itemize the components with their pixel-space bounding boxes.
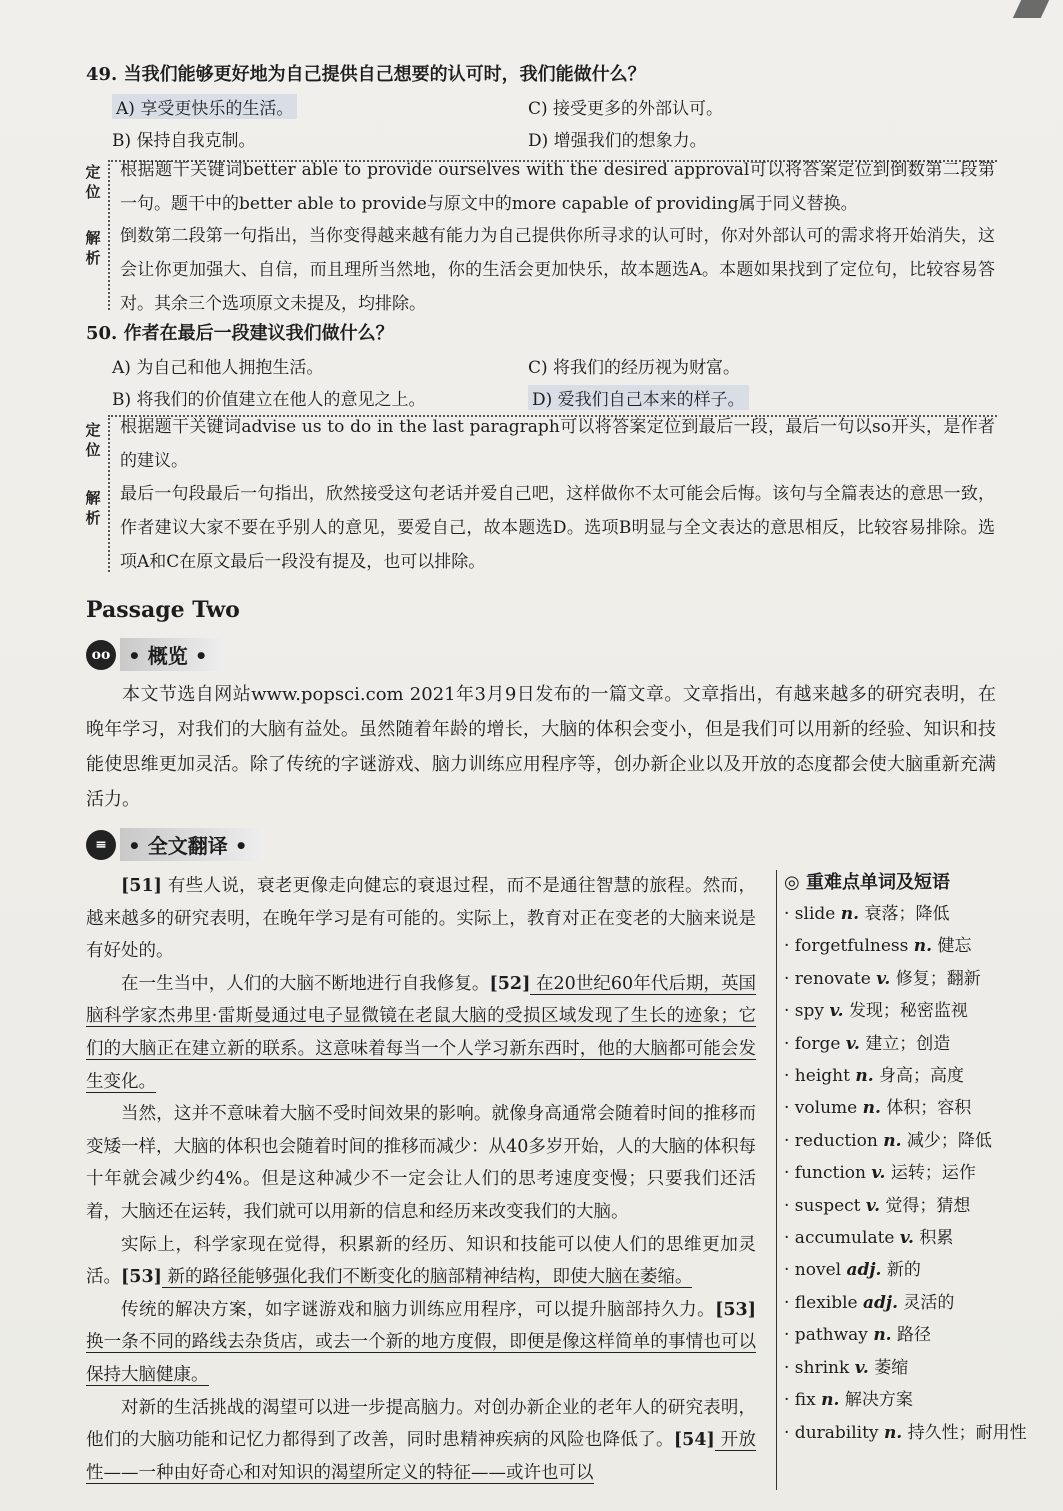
q50-analysis-text: 最后一句段最后一句指出，欣然接受这句老话并爱自己吧，这样做你不太可能会后悔。该句与全篇表达的意思一致，作者建议大家不要在乎别人的意见，要爱自己，故本题选D。选项B明显与全文表达的意思相反，比较容易排除。选项A和C在原文最后一段没有提及，也可以排除。 bbox=[120, 484, 995, 572]
vocab-meaning: 身高；高度 bbox=[879, 1066, 965, 1087]
vocab-word: · accumulate bbox=[784, 1228, 895, 1249]
translation-paragraph-1 bbox=[86, 870, 756, 968]
vocab-meaning: 体积；容积 bbox=[886, 1098, 972, 1119]
vocab-pos: adj. bbox=[846, 1260, 882, 1281]
vocab-item bbox=[784, 1060, 1004, 1092]
q50-option-b: B) 将我们的价值建立在他人的意见之上。 bbox=[112, 390, 426, 410]
glasses-icon: oo bbox=[86, 640, 116, 670]
question-ref-54: [54] bbox=[673, 1430, 715, 1451]
vocab-item bbox=[784, 1092, 1004, 1124]
translation-p1-text: 有些人说，衰老更像走向健忘的衰退过程，而不是通往智慧的旅程。然而，越来越多的研究表明，在晚年学习是有可能的。实际上，教育对正在变老的大脑来说是有好处的。 bbox=[86, 876, 756, 962]
q49-locate-text: 根据题干关键词better able to provide ourselves with the desired approval可以将答案定位到倒数第二段第一句。题干中的better able to provide与原文中的more capable of providing属于同义替换。 bbox=[120, 160, 995, 214]
translation-p5-underlined: 换一条不同的路线去杂货店，或去一个新的地方度假，即便是像这样简单的事情也可以保持大脑健康。 bbox=[86, 1332, 756, 1385]
vocab-meaning: 发现；秘密监视 bbox=[848, 1001, 968, 1022]
vocab-meaning: 运转；运作 bbox=[890, 1163, 976, 1184]
vocab-item bbox=[784, 1384, 1004, 1416]
vocab-title: ◎ 重难点单词及短语 bbox=[784, 872, 950, 893]
q49-analysis-text: 倒数第二段第一句指出，当你变得越来越有能力为自己提供你所寻求的认可时，你对外部认可的需求将开始消失，这会让你更加强大、自信，而且理所当然地，你的生活会更加快乐，故本题选A。本题如果找到了定位句，比较容易答对。其余三个选项原文未提及，均排除。 bbox=[120, 226, 995, 314]
vocab-pos: v. bbox=[829, 1001, 844, 1022]
vocab-word: · forgetfulness bbox=[784, 936, 909, 957]
translation-heading bbox=[86, 828, 264, 861]
vocab-pos: n. bbox=[821, 1390, 840, 1411]
vocab-pos: v. bbox=[845, 1033, 860, 1054]
vocab-meaning: 积累 bbox=[919, 1228, 954, 1249]
vocab-word: · pathway bbox=[784, 1325, 868, 1346]
vocab-item bbox=[784, 995, 1004, 1027]
q49-locate-tag: 定位 bbox=[85, 163, 101, 201]
vocab-word: · renovate bbox=[784, 968, 871, 989]
vocab-word: · height bbox=[784, 1066, 850, 1087]
q50-option-d: D) 爱我们自己本来的样子。 bbox=[528, 385, 749, 410]
translation-paragraph-2 bbox=[86, 968, 756, 1098]
vocab-item bbox=[784, 898, 1004, 930]
vocab-list bbox=[784, 898, 1027, 1449]
corner-mark bbox=[1013, 0, 1049, 18]
q49-option-c: C) 接受更多的外部认可。 bbox=[528, 99, 724, 119]
vocab-word: · suspect bbox=[784, 1195, 861, 1216]
vocab-pos: n. bbox=[840, 904, 860, 924]
question-ref-51: [51] bbox=[121, 876, 162, 896]
vocab-pos: adj. bbox=[863, 1292, 899, 1313]
translation-p5-pre: 传统的解决方案，如字谜游戏和脑力训练应用程序，可以提升脑部持久力。 bbox=[121, 1299, 716, 1320]
translation-p4-pre: 实际上，科学家现在觉得，积累新的经历、知识和技能可以使人们的思维更加灵活。 bbox=[86, 1234, 756, 1288]
vocab-item bbox=[784, 1157, 1004, 1189]
vocab-pos: n. bbox=[855, 1066, 874, 1087]
translation-paragraph-5 bbox=[86, 1294, 756, 1392]
vocab-pos: n. bbox=[873, 1325, 892, 1346]
vocab-pos: n. bbox=[913, 936, 933, 957]
vocab-item bbox=[784, 1319, 1004, 1351]
translation-paragraph-3: 当然，这并不意味着大脑不受时间效果的影响。就像身高通常会随着时间的推移而变矮一样，大脑的体积也会随着时间的推移而减少：从40多岁开始，人的大脑的体积每十年就会减少约4%。但是这种减少不一定会让人们的思考速度变慢；只要我们还活着，大脑还在运转，我们就可以用新的信息和经历来改变我们的大脑。 bbox=[86, 1104, 756, 1222]
column-divider bbox=[776, 870, 777, 1490]
vocab-pos: v. bbox=[876, 968, 891, 989]
vocab-item bbox=[784, 1254, 1004, 1286]
vocab-word: · durability bbox=[784, 1422, 879, 1443]
vocab-item bbox=[784, 1190, 1004, 1222]
question-ref-52: [52] bbox=[489, 973, 531, 994]
passage-title: Passage Two bbox=[86, 597, 240, 623]
translation-body bbox=[86, 870, 756, 1489]
q49-option-a: A) 享受更快乐的生活。 bbox=[112, 94, 297, 119]
vocab-word: · forge bbox=[784, 1033, 841, 1054]
q49-stem: 49. 当我们能够更好地为自己提供自己想要的认可时，我们能做什么？ bbox=[86, 64, 646, 85]
vocab-meaning: 路径 bbox=[897, 1325, 931, 1346]
vocab-pos: n. bbox=[883, 1422, 903, 1443]
vocab-pos: n. bbox=[862, 1098, 881, 1119]
vocab-item bbox=[784, 1417, 1027, 1449]
vocab-item bbox=[784, 1125, 1004, 1157]
translation-p6-underlined: 开放性——一种由好奇心和对知识的渴望所定义的特征——或许也可以 bbox=[86, 1430, 756, 1483]
translation-p2-underlined: 在20世纪60年代后期，英国脑科学家杰弗里·雷斯曼通过电子显微镜在老鼠大脑的受损区域发现了生长的迹象；它们的大脑正在建立新的联系。这意味着每当一个人学习新东西时，他的大脑都可能会发生变化。 bbox=[86, 973, 756, 1092]
vocab-item bbox=[784, 1028, 1004, 1060]
vocab-item bbox=[784, 1222, 1004, 1254]
q50-option-c: C) 将我们的经历视为财富。 bbox=[528, 358, 741, 378]
vocab-meaning: 衰落；降低 bbox=[864, 904, 950, 924]
q49-analysis-tag: 解析 bbox=[85, 229, 101, 267]
q50-stem: 50. 作者在最后一段建议我们做什么？ bbox=[86, 323, 394, 344]
vocab-pos: v. bbox=[865, 1195, 880, 1216]
vocab-word: · spy bbox=[784, 1001, 825, 1022]
question-ref-53a: [53] bbox=[121, 1267, 162, 1288]
translation-paragraph-6 bbox=[86, 1392, 756, 1490]
document-icon: ≡ bbox=[86, 830, 116, 860]
vocab-word: · shrink bbox=[784, 1357, 850, 1378]
vocab-meaning: 萎缩 bbox=[874, 1357, 909, 1378]
vocab-meaning: 持久性；耐用性 bbox=[907, 1422, 1027, 1443]
q49-option-b: B) 保持自我克制。 bbox=[112, 131, 256, 151]
vocab-meaning: 健忘 bbox=[937, 936, 972, 957]
vocab-item bbox=[784, 963, 1004, 995]
vocab-pos: v. bbox=[871, 1163, 886, 1184]
vocab-meaning: 建立；创造 bbox=[865, 1033, 951, 1054]
vocab-item bbox=[784, 1287, 1004, 1319]
vocab-meaning: 新的 bbox=[886, 1260, 921, 1281]
vocab-word: · reduction bbox=[784, 1130, 878, 1151]
vocab-word: · function bbox=[784, 1163, 866, 1184]
q50-locate-tag: 定位 bbox=[85, 421, 101, 459]
translation-paragraph-4 bbox=[86, 1229, 756, 1294]
vocab-word: · fix bbox=[784, 1390, 816, 1411]
overview-label: • 概览 • bbox=[120, 638, 224, 671]
overview-heading bbox=[86, 638, 224, 671]
vocab-item bbox=[784, 930, 1004, 962]
vocab-sidebar bbox=[784, 868, 1027, 1449]
vocab-pos: v. bbox=[854, 1357, 869, 1378]
vocab-meaning: 减少；降低 bbox=[906, 1130, 992, 1151]
vocab-meaning: 觉得；猜想 bbox=[885, 1195, 971, 1216]
translation-p6-pre: 对新的生活挑战的渴望可以进一步提高脑力。对创办新企业的老年人的研究表明，他们的大脑功能和记忆力都得到了改善，同时患精神疾病的风险也降低了。 bbox=[86, 1397, 756, 1451]
q49-option-d: D) 增强我们的想象力。 bbox=[528, 131, 707, 151]
vocab-word: · flexible bbox=[784, 1292, 858, 1313]
vocab-word: · slide bbox=[784, 904, 836, 924]
vocab-item bbox=[784, 1352, 1004, 1384]
vocab-word: · novel bbox=[784, 1260, 842, 1281]
vocab-meaning: 解决方案 bbox=[844, 1390, 913, 1411]
translation-p2-pre: 在一生当中，人们的大脑不断地进行自我修复。 bbox=[121, 973, 490, 994]
q50-locate-text: 根据题干关键词advise us to do in the last paragraph可以将答案定位到最后一段，最后一句以so开头，是作者的建议。 bbox=[120, 417, 995, 471]
q50-analysis-tag: 解析 bbox=[85, 489, 101, 527]
vocab-pos: n. bbox=[883, 1130, 902, 1151]
translation-p4-underlined: 新的路径能够强化我们不断变化的脑部精神结构，即使大脑在萎缩。 bbox=[161, 1267, 693, 1288]
vocab-meaning: 修复；翻新 bbox=[895, 968, 981, 989]
q50-option-a: A) 为自己和他人拥抱生活。 bbox=[112, 358, 324, 378]
vocab-word: · volume bbox=[784, 1098, 858, 1119]
vocab-pos: v. bbox=[899, 1228, 914, 1249]
overview-text: 本文节选自网站www.popsci.com 2021年3月9日发布的一篇文章。文章指出，有越来越多的研究表明，在晚年学习，对我们的大脑有益处。虽然随着年龄的增长，大脑的体积会变小，但是我们可以用新的经验、知识和技能使思维更加灵活。除了传统的字谜游戏、脑力训练应用程序等，创办新企业以及开放的态度都会使大脑重新充满活力。 bbox=[86, 684, 996, 810]
vocab-meaning: 灵活的 bbox=[903, 1292, 955, 1313]
translation-label: • 全文翻译 • bbox=[120, 828, 264, 861]
question-ref-53b: [53] bbox=[715, 1299, 756, 1320]
